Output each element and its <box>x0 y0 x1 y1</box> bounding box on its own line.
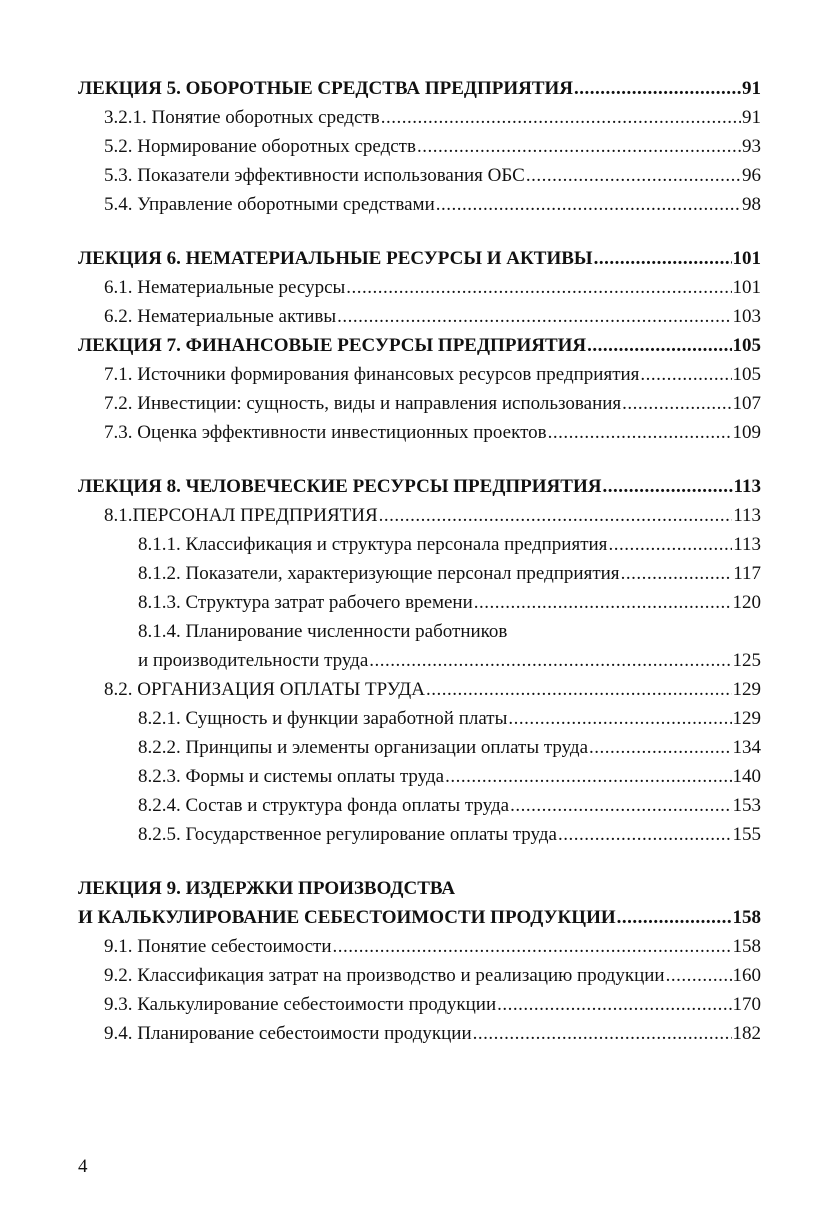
toc-subitem-line1 <box>78 617 761 646</box>
toc-leader <box>526 161 741 190</box>
toc-leader <box>548 418 732 447</box>
toc-lecture-7 <box>78 331 761 360</box>
toc-lecture-9 <box>78 903 761 932</box>
toc-leader <box>436 190 741 219</box>
toc-page-number: 113 <box>733 476 761 497</box>
toc-entry-title: 5.4. Управление оборотными средствами <box>104 194 435 215</box>
toc-item <box>78 389 761 418</box>
toc-leader <box>508 704 731 733</box>
toc-item <box>78 273 761 302</box>
toc-leader <box>369 646 731 675</box>
toc-entry-title: 8.1.ПЕРСОНАЛ ПРЕДПРИЯТИЯ <box>104 505 378 526</box>
toc-page-number: 129 <box>732 679 761 700</box>
toc-page-number: 170 <box>732 994 761 1015</box>
toc-leader <box>622 389 731 418</box>
toc-entry-title: ЛЕКЦИЯ 8. ЧЕЛОВЕЧЕСКИЕ РЕСУРСЫ ПРЕДПРИЯТИЯ <box>78 476 602 497</box>
toc-leader <box>510 791 731 820</box>
toc-page-number: 158 <box>732 936 761 957</box>
toc-subitem <box>78 704 761 733</box>
toc-page-number: 120 <box>732 592 761 613</box>
toc-page-number: 105 <box>732 364 761 385</box>
toc-leader <box>594 244 732 273</box>
toc-page-number: 96 <box>742 165 761 186</box>
toc-subitem <box>78 559 761 588</box>
toc-leader <box>574 74 741 103</box>
toc-lecture-8 <box>78 472 761 501</box>
toc-page-number: 153 <box>732 795 761 816</box>
toc-subitem <box>78 820 761 849</box>
toc-leader <box>617 903 732 932</box>
toc-item <box>78 190 761 219</box>
toc-page-number: 134 <box>732 737 761 758</box>
toc-item <box>78 1019 761 1048</box>
toc-item <box>78 961 761 990</box>
toc-leader <box>558 820 732 849</box>
toc-page-number: 117 <box>733 563 761 584</box>
toc-entry-title: 8.2.1. Сущность и функции заработной платы <box>138 708 508 729</box>
table-of-contents <box>78 74 761 1048</box>
toc-item <box>78 675 761 704</box>
toc-entry-title: 9.1. Понятие себестоимости <box>104 936 332 957</box>
toc-page-number: 125 <box>732 650 761 671</box>
toc-entry-title: 8.2.5. Государственное регулирование оплаты труда <box>138 824 557 845</box>
toc-page-number: 107 <box>732 393 761 414</box>
toc-page-number: 129 <box>732 708 761 729</box>
toc-entry-title: 7.3. Оценка эффективности инвестиционных проектов <box>104 422 547 443</box>
toc-leader <box>333 932 732 961</box>
toc-page-number: 105 <box>732 335 761 356</box>
toc-entry-title-continued: и производительности труда <box>138 650 369 671</box>
toc-entry-title: 6.2. Нематериальные активы <box>104 306 337 327</box>
toc-leader <box>497 990 731 1019</box>
toc-entry-title: 5.2. Нормирование оборотных средств <box>104 136 416 157</box>
toc-item <box>78 302 761 331</box>
toc-page-number: 113 <box>733 505 761 526</box>
toc-item <box>78 161 761 190</box>
toc-page-number: 103 <box>732 306 761 327</box>
toc-leader <box>621 559 733 588</box>
toc-entry-title: 9.2. Классификация затрат на производство и реализацию продукции <box>104 965 665 986</box>
toc-subitem <box>78 762 761 791</box>
toc-item <box>78 501 761 530</box>
toc-leader <box>445 762 731 791</box>
toc-entry-title: 8.1.4. Планирование численности работников <box>138 621 508 642</box>
toc-entry-title: 9.3. Калькулирование себестоимости продукции <box>104 994 497 1015</box>
toc-subitem <box>78 791 761 820</box>
toc-leader <box>426 675 732 704</box>
toc-lecture-6 <box>78 244 761 273</box>
toc-leader <box>589 733 731 762</box>
toc-subitem <box>78 646 761 675</box>
toc-lecture-5 <box>78 74 761 103</box>
toc-item <box>78 990 761 1019</box>
toc-leader <box>666 961 732 990</box>
toc-entry-title: 7.1. Источники формирования финансовых ресурсов предприятия <box>104 364 640 385</box>
toc-lecture-9-line1 <box>78 874 761 903</box>
toc-entry-title: 8.2. ОРГАНИЗАЦИЯ ОПЛАТЫ ТРУДА <box>104 679 425 700</box>
toc-entry-title: ЛЕКЦИЯ 5. ОБОРОТНЫЕ СРЕДСТВА ПРЕДПРИЯТИЯ <box>78 78 574 99</box>
toc-leader <box>381 103 741 132</box>
toc-entry-title: ЛЕКЦИЯ 9. ИЗДЕРЖКИ ПРОИЗВОДСТВА <box>78 878 456 899</box>
toc-page-number: 113 <box>733 534 761 555</box>
toc-entry-title: ЛЕКЦИЯ 7. ФИНАНСОВЫЕ РЕСУРСЫ ПРЕДПРИЯТИЯ <box>78 335 587 356</box>
toc-item <box>78 103 761 132</box>
toc-entry-title: 5.3. Показатели эффективности использования ОБС <box>104 165 525 186</box>
toc-page-number: 182 <box>732 1023 761 1044</box>
toc-entry-title: 6.1. Нематериальные ресурсы <box>104 277 346 298</box>
toc-leader <box>640 360 731 389</box>
toc-leader <box>417 132 741 161</box>
toc-subitem <box>78 530 761 559</box>
toc-leader <box>602 472 732 501</box>
toc-page-number: 109 <box>732 422 761 443</box>
toc-page-number: 140 <box>732 766 761 787</box>
toc-page-number: 158 <box>732 907 761 928</box>
toc-page-number: 91 <box>742 107 761 128</box>
toc-entry-title: 8.1.1. Классификация и структура персонала предприятия <box>138 534 608 555</box>
toc-leader <box>379 501 733 530</box>
toc-item <box>78 932 761 961</box>
toc-page-number: 101 <box>732 248 761 269</box>
toc-entry-title: 9.4. Планирование себестоимости продукции <box>104 1023 472 1044</box>
toc-item <box>78 132 761 161</box>
toc-entry-title: ЛЕКЦИЯ 6. НЕМАТЕРИАЛЬНЫЕ РЕСУРСЫ И АКТИВЫ <box>78 248 593 269</box>
toc-entry-title: 8.1.2. Показатели, характеризующие персонал предприятия <box>138 563 620 584</box>
toc-leader <box>474 588 732 617</box>
toc-leader <box>473 1019 732 1048</box>
toc-leader <box>346 273 731 302</box>
toc-subitem <box>78 733 761 762</box>
toc-leader <box>608 530 732 559</box>
toc-page-number: 98 <box>742 194 761 215</box>
toc-entry-title-continued: И КАЛЬКУЛИРОВАНИЕ СЕБЕСТОИМОСТИ ПРОДУКЦИИ <box>78 907 616 928</box>
toc-entry-title: 8.1.3. Структура затрат рабочего времени <box>138 592 473 613</box>
toc-page-number: 155 <box>732 824 761 845</box>
toc-leader <box>587 331 731 360</box>
toc-page-number: 91 <box>742 78 761 99</box>
toc-entry-title: 8.2.3. Формы и системы оплаты труда <box>138 766 445 787</box>
toc-page-number: 93 <box>742 136 761 157</box>
toc-item <box>78 360 761 389</box>
toc-entry-title: 8.2.2. Принципы и элементы организации оплаты труда <box>138 737 589 758</box>
toc-item <box>78 418 761 447</box>
page-number: 4 <box>78 1156 88 1177</box>
toc-leader <box>337 302 731 331</box>
toc-page-number: 160 <box>732 965 761 986</box>
toc-page-number: 101 <box>732 277 761 298</box>
toc-subitem <box>78 588 761 617</box>
toc-entry-title: 3.2.1. Понятие оборотных средств <box>104 107 380 128</box>
toc-entry-title: 8.2.4. Состав и структура фонда оплаты труда <box>138 795 510 816</box>
toc-entry-title: 7.2. Инвестиции: сущность, виды и направления использования <box>104 393 622 414</box>
